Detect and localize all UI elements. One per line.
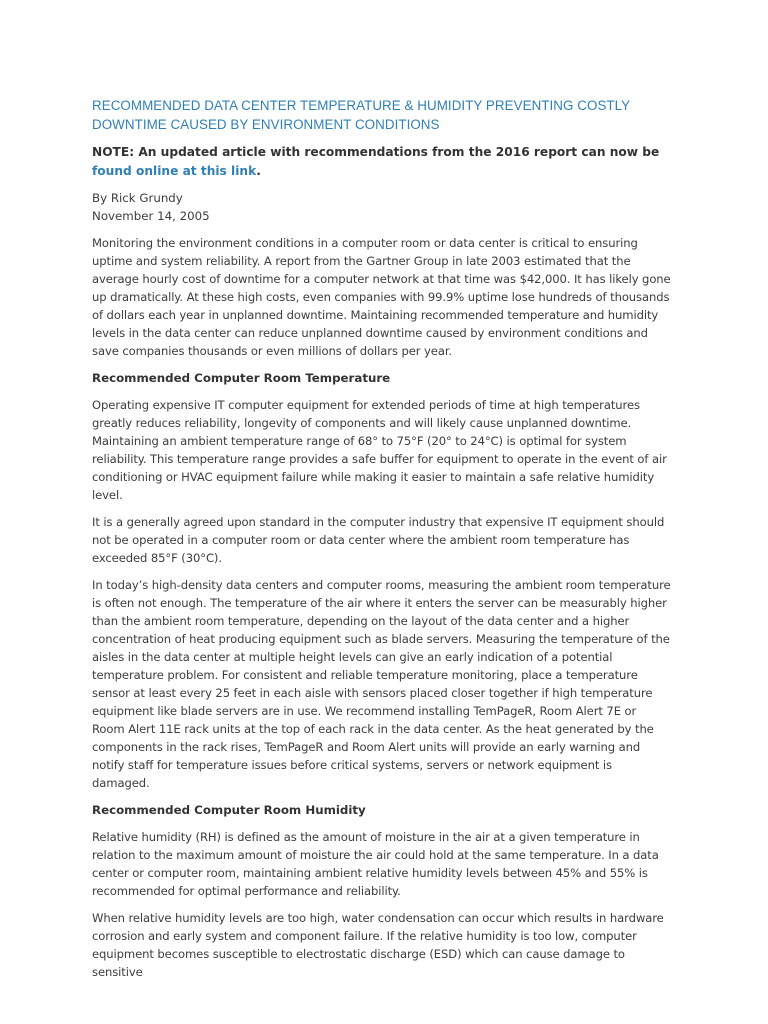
publish-date: November 14, 2005 bbox=[92, 209, 210, 223]
article-content bbox=[92, 96, 672, 990]
note-text: An updated article with recommendations from the 2016 report can now be bbox=[134, 145, 660, 159]
temperature-paragraph-1: Operating expensive IT computer equipment for extended periods of time at high temperatures greatly reduces reliability, longevity of components and will likely cause unplanned downtime. Maintaining an ambient temperature range of 68° to 75°F (20° to 24°C) is optimal for system reliability. This temperature range provides a safe buffer for equipment to operate in the event of air conditioning or HVAC equipment failure while making it easier to maintain a safe relative humidity level. bbox=[92, 398, 667, 502]
intro-paragraph: Monitoring the environment conditions in a computer room or data center is critical to ensuring uptime and system reliability. A report from the Gartner Group in late 2003 estimated that the average hourly cost of downtime for a computer network at that time was $42,000. It has likely gone up dramatically. At these high costs, even companies with 99.9% uptime lose hundreds of thousands of dollars each year in unplanned downtime. Maintaining recommended temperature and humidity levels in the data center can reduce unplanned downtime caused by environment conditions and save companies thousands or even millions of dollars per year. bbox=[92, 236, 671, 358]
humidity-paragraph-2: When relative humidity levels are too high, water condensation can occur which results in hardware corrosion and early system and component failure. If the relative humidity is too low, computer equipment becomes susceptible to electrostatic discharge (ESD) which can cause damage to sensitive bbox=[92, 911, 664, 979]
updated-article-link[interactable]: found online at this link bbox=[92, 164, 257, 178]
note-end: . bbox=[256, 164, 261, 178]
humidity-paragraph-1: Relative humidity (RH) is defined as the amount of moisture in the air at a given temperature in relation to the maximum amount of moisture the air could hold at the same temperature. In a data center or computer room, maintaining ambient relative humidity levels between 45% and 55% is recommended for optimal performance and reliability. bbox=[92, 830, 659, 898]
temperature-paragraph-2: It is a generally agreed upon standard in the computer industry that expensive IT equipment should not be operated in a computer room or data center where the ambient room temperature has exceeded 85°F (30°C). bbox=[92, 515, 665, 565]
temperature-paragraph-3: In today’s high-density data centers and computer rooms, measuring the ambient room temperature is often not enough. The temperature of the air where it enters the server can be measurably higher than the ambient room temperature, depending on the layout of the data center and a higher concentration of heat producing equipment such as blade servers. Measuring the temperature of the aisles in the data center at multiple height levels can give an early indication of a potential temperature problem. For consistent and reliable temperature monitoring, place a temperature sensor at least every 25 feet in each aisle with sensors placed closer together if high temperature equipment like blade servers are in use. We recommend installing TemPageR, Room Alert 7E or Room Alert 11E rack units at the top of each rack in the data center. As the heat generated by the components in the rack rises, TemPageR and Room Alert units will provide an early warning and notify staff for temperature issues before critical systems, servers or network equipment is damaged. bbox=[92, 578, 671, 790]
section-heading-temperature: Recommended Computer Room Temperature bbox=[92, 371, 391, 385]
article-title: RECOMMENDED DATA CENTER TEMPERATURE & HUMIDITY PREVENTING COSTLY DOWNTIME CAUSED BY ENVIRONMENT CONDITIONS bbox=[92, 98, 630, 132]
update-note bbox=[92, 143, 672, 181]
author-byline: By Rick Grundy bbox=[92, 191, 183, 205]
section-heading-humidity: Recommended Computer Room Humidity bbox=[92, 803, 366, 817]
note-label: NOTE: bbox=[92, 145, 135, 159]
